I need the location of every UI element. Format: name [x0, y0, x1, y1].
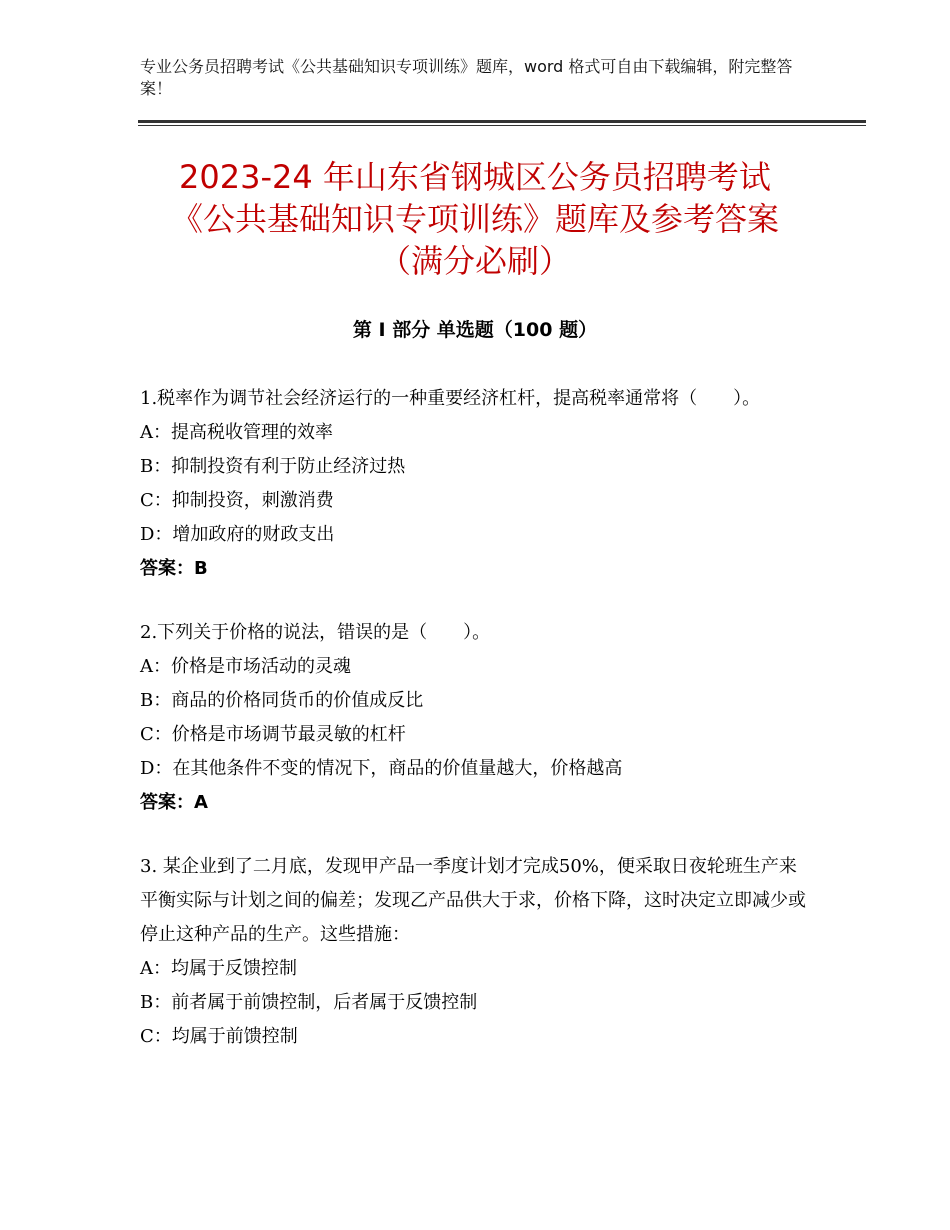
option-a: A：价格是市场活动的灵魂: [140, 656, 351, 677]
title-line-2: 《公共基础知识专项训练》题库及参考答案: [170, 200, 779, 238]
header-rule-thin: [138, 125, 866, 126]
title-line-1: 2023-24 年山东省钢城区公务员招聘考试: [179, 158, 771, 196]
question-1: [140, 382, 812, 586]
question-list: [140, 382, 812, 1084]
option-c: C：均属于前馈控制: [140, 1026, 298, 1047]
header-rule-thick: [138, 120, 866, 123]
option-b: B：商品的价格同货币的价值成反比: [140, 690, 424, 711]
title-line-3: （满分必刷）: [378, 242, 571, 280]
option-d: D：在其他条件不变的情况下，商品的价值量越大，价格越高: [140, 758, 623, 779]
option-b: B：前者属于前馈控制，后者属于反馈控制: [140, 992, 478, 1013]
question-stem: 2.下列关于价格的说法，错误的是（ ）。: [140, 622, 491, 643]
question-3: [140, 850, 812, 1054]
answer: 答案：A: [140, 792, 208, 813]
question-stem: 1.税率作为调节社会经济运行的一种重要经济杠杆，提高税率通常将（ ）。: [140, 388, 761, 409]
section-heading: 第 I 部分 单选题（100 题）: [352, 319, 598, 341]
document-title: [140, 156, 810, 282]
question-stem: 3. 某企业到了二月底，发现甲产品一季度计划才完成50%，便采取日夜轮班生产来平衡实际与计划之间的偏差；发现乙产品供大于求，价格下降，这时决定立即减少或停止这种产品的生产。这些措施：: [140, 856, 806, 945]
option-c: C：价格是市场调节最灵敏的杠杆: [140, 724, 406, 745]
option-d: D：增加政府的财政支出: [140, 524, 335, 545]
option-a: A：均属于反馈控制: [140, 958, 297, 979]
option-c: C：抑制投资，刺激消费: [140, 490, 334, 511]
question-2: [140, 616, 812, 820]
option-a: A：提高税收管理的效率: [140, 422, 333, 443]
answer: 答案：B: [140, 558, 208, 579]
option-b: B：抑制投资有利于防止经济过热: [140, 456, 406, 477]
header-note: 专业公务员招聘考试《公共基础知识专项训练》题库，word 格式可自由下载编辑，附完整答案！: [140, 57, 793, 98]
